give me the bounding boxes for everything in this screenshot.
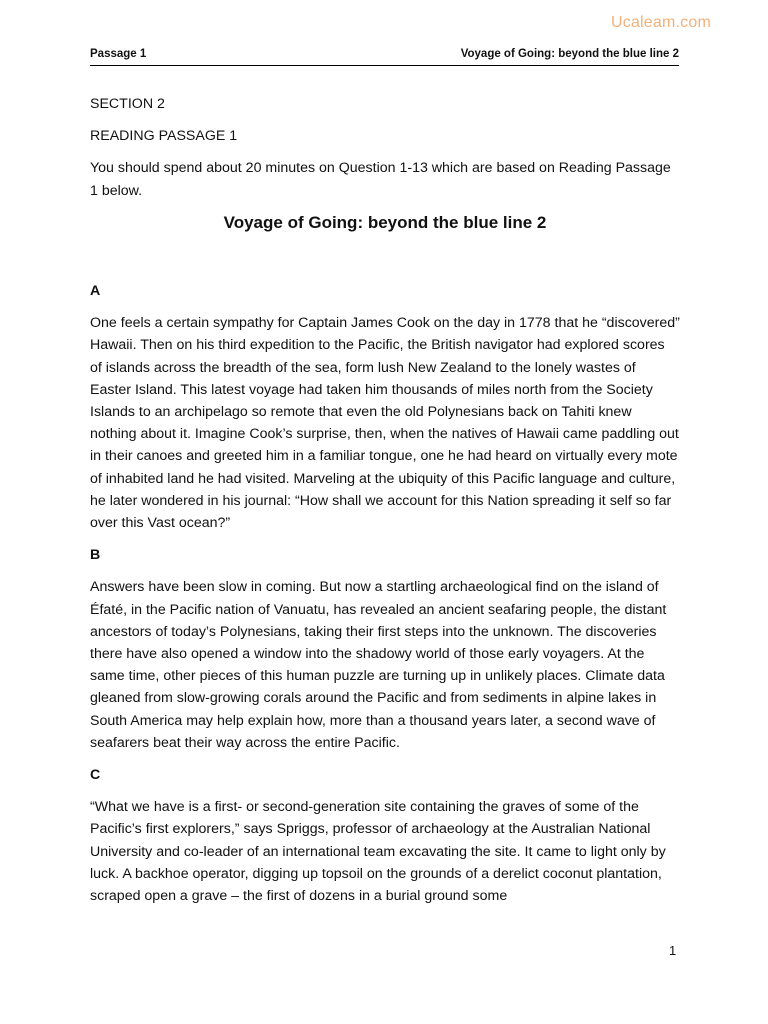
section-letter-b: B (90, 547, 101, 564)
section-letter-a: A (90, 283, 101, 300)
paragraph-a: One feels a certain sympathy for Captain James Cook on the day in 1778 that he “discovered” Hawaii. Then on his third expedition to the Pacific, the British navigator had explored scores of islands across the breadth of the sea, form lush New Zealand to the lonely wastes of Easter Island. This latest voyage had taken him thousands of miles north from the Society Islands to an archipelago so remote that even the old Polynesians back on Tahiti knew nothing about it. Imagine Cook’s surprise, then, when the natives of Hawaii came paddling out in their canoes and greeted him in a familiar tongue, one he had heard on virtually every mote of inhabited land he had visited. Marveling at the ubiquity of this Pacific language and culture, he later wondered in his journal: “How shall we account for this Nation spreading it self so far over this Vast ocean?” (90, 315, 680, 532)
watermark: Ucaleam.com (610, 14, 711, 31)
reading-passage-label: READING PASSAGE 1 (90, 128, 238, 145)
page-number: 1 (669, 943, 677, 958)
document-content (90, 93, 680, 917)
paragraph-c: “What we have is a first- or second-generation site containing the graves of some of the Pacific’s first explorers,” says Spriggs, professor of archaeology at the Australian National University and co-leader of an international team excavating the site. It came to light only by luck. A backhoe operator, digging up topsoil on the grounds of a derelict coconut plantation, scraped open a grave – the first of dozens in a burial ground some (90, 799, 666, 905)
section-letter-c: C (90, 767, 101, 784)
page-header (90, 48, 679, 66)
header-right-label: Voyage of Going: beyond the blue line 2 (460, 48, 679, 60)
instructions-text: You should spend about 20 minutes on Question 1-13 which are based on Reading Passage 1 below. (90, 160, 671, 199)
paragraph-b: Answers have been slow in coming. But now a startling archaeological find on the island of Éfaté, in the Pacific nation of Vanuatu, has revealed an ancient seafaring people, the distant ancestors of today’s Polynesians, taking their first steps into the unknown. The discoveries there have also opened a window into the shadowy world of those early voyagers. At the same time, other pieces of this human puzzle are turning up in unlikely places. Climate data gleaned from slow-growing corals around the Pacific and from sediments in alpine lakes in South America may help explain how, more than a thousand years later, a second wave of seafarers beat their way across the entire Pacific. (90, 579, 667, 751)
header-left-label: Passage 1 (90, 48, 147, 60)
section-label: SECTION 2 (90, 96, 165, 112)
passage-title: Voyage of Going: beyond the blue line 2 (223, 212, 547, 232)
